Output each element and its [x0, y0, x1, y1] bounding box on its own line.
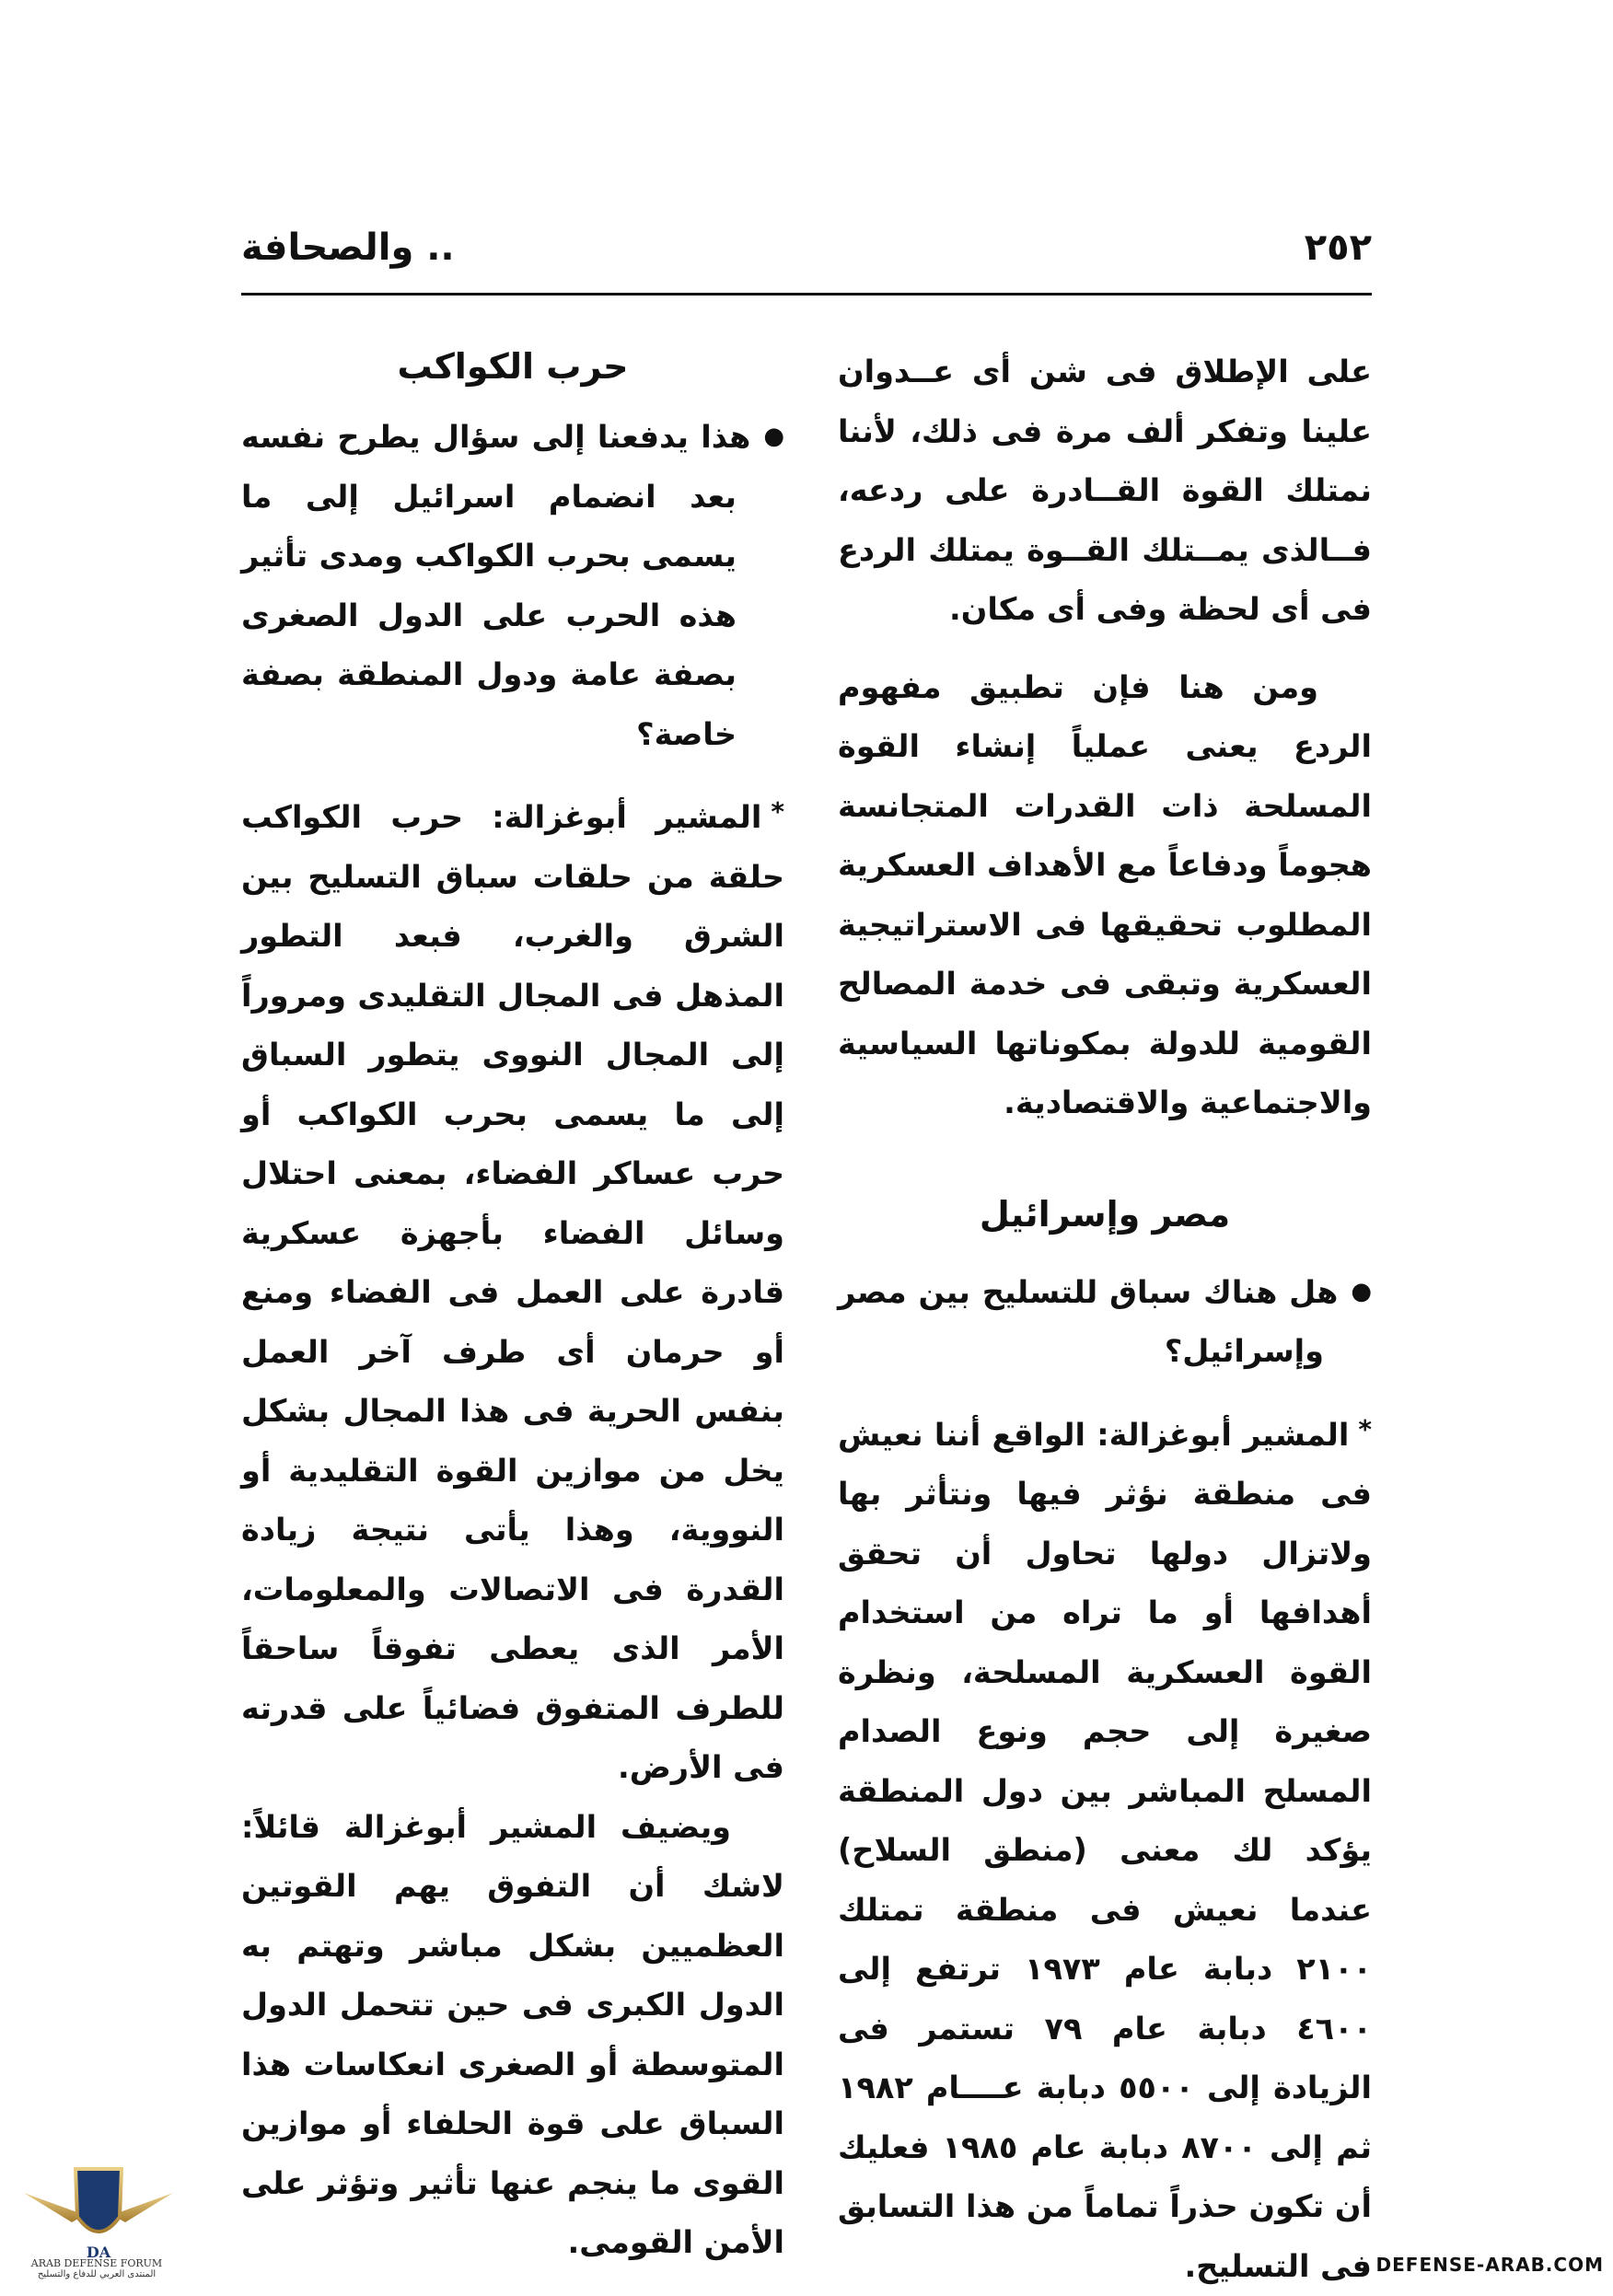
running-title: .. والصحافة	[241, 226, 455, 269]
logo-text: DA	[87, 2244, 111, 2261]
right-column	[838, 342, 1372, 2296]
bullet-icon: ●	[763, 407, 784, 467]
left-column	[241, 342, 784, 2273]
question-paragraph	[838, 1262, 1372, 1382]
question-text: هل هناك سباق للتسليح بين مصر وإسرائيل؟	[838, 1274, 1338, 1370]
logo-caption	[0, 2257, 193, 2279]
answer-text: المشير أبوغزالة: الواقع أننا نعيش فى منطقة نؤثر فيها ونتأثر بها ولاتزال دولها تحاول أن تحقق أهدافها أو ما تراه من استخدام القوة العسكرية المسلحة، ونظرة صغيرة إلى حجم ونوع الصدام المسلح المباشر بين دول المنطقة يؤكد لك معنى (منطق السلاح) عندما نعيش فى منطقة تمتلك ٢١٠٠ دبابة عام ١٩٧٣ ترتفع إلى ٤٦٠٠ دبابة عام ٧٩ تستمر فى الزيادة إلى ٥٥٠٠ دبابة عــــام ١٩٨٢ ثم إلى ٨٧٠٠ دبابة عام ١٩٨٥ فعليك أن تكون حذراً تماماً من هذا التسابق فى التسليح.	[838, 1417, 1372, 2284]
answer-paragraph	[241, 783, 784, 1798]
question-paragraph	[241, 407, 784, 764]
section-heading: مصر وإسرائيل	[838, 1177, 1372, 1251]
running-header	[241, 221, 1372, 285]
page-number: ٢٥٢	[1305, 226, 1372, 269]
arab-defense-forum-logo	[20, 2162, 177, 2272]
question-text: هذا يدفعنا إلى سؤال يطرح نفسه بعد انضمام اسرائيل إلى ما يسمى بحرب الكواكب ومدى تأثير هذه الحرب على الدول الصغرى بصفة عامة ودول المنطقة بصفة خاصة؟	[241, 419, 750, 752]
logo-caption-en: ARAB DEFENSE FORUM	[0, 2257, 193, 2269]
asterisk-icon: *	[1358, 1400, 1372, 1460]
paragraph: على الإطلاق فى شن أى عــدوان علينا وتفكر ألف مرة فى ذلك، لأننا نمتلك القوة القــادرة على ردعه، فــالذى يمــتلك القــوة يمتلك الردع فى أى لحظة وفى أى مكان.	[838, 342, 1372, 640]
logo-caption-ar: المنتدى العربي للدفاع والتسليح	[0, 2269, 193, 2279]
section-heading: حرب الكواكب	[241, 330, 784, 403]
header-rule	[241, 293, 1372, 296]
site-watermark: DEFENSE-ARAB.COM	[1376, 2254, 1604, 2276]
shield-shape	[75, 2169, 122, 2232]
answer-paragraph	[838, 1400, 1372, 2296]
paragraph: ويضيف المشير أبوغزالة قائلاً: لاشك أن التفوق يهم القوتين العظميين بشكل مباشر وتهتم به الدول الكبرى فى حين تتحمل الدول المتوسطة أو الصغرى انعكاسات هذا السباق على قوة الحلفاء أو موازين القوى ما ينجم عنها تأثير وتؤثر على الأمن القومى.	[241, 1798, 784, 2273]
paragraph: ومن هنا فإن تطبيق مفهوم الردع يعنى عملياً إنشاء القوة المسلحة ذات القدرات المتجانسة هجوماً ودفاعاً مع الأهداف العسكرية المطلوب تحقيقها فى الاستراتيجية العسكرية وتبقى فى خدمة المصالح القومية للدولة بمكوناتها السياسية والاجتماعية والاقتصادية.	[838, 658, 1372, 1133]
bullet-icon: ●	[1351, 1262, 1372, 1322]
answer-text: المشير أبوغزالة: حرب الكواكب حلقة من حلقات سباق التسليح بين الشرق والغرب، فبعد التطور المذهل فى المجال التقليدى ومروراً إلى المجال النووى يتطور السباق إلى ما يسمى بحرب الكواكب أو حرب عساكر الفضاء، بمعنى احتلال وسائل الفضاء بأجهزة عسكرية قادرة على العمل فى الفضاء ومنع أو حرمان أى طرف آخر العمل بنفس الحرية فى هذا المجال بشكل يخل من موازين القوة التقليدية أو النووية، وهذا يأتى نتيجة زيادة القدرة فى الاتصالات والمعلومات، الأمر الذى يعطى تفوقاً ساحقاً للطرف المتفوق فضائياً على قدرته فى الأرض.	[241, 799, 784, 1785]
asterisk-icon: *	[771, 783, 784, 842]
